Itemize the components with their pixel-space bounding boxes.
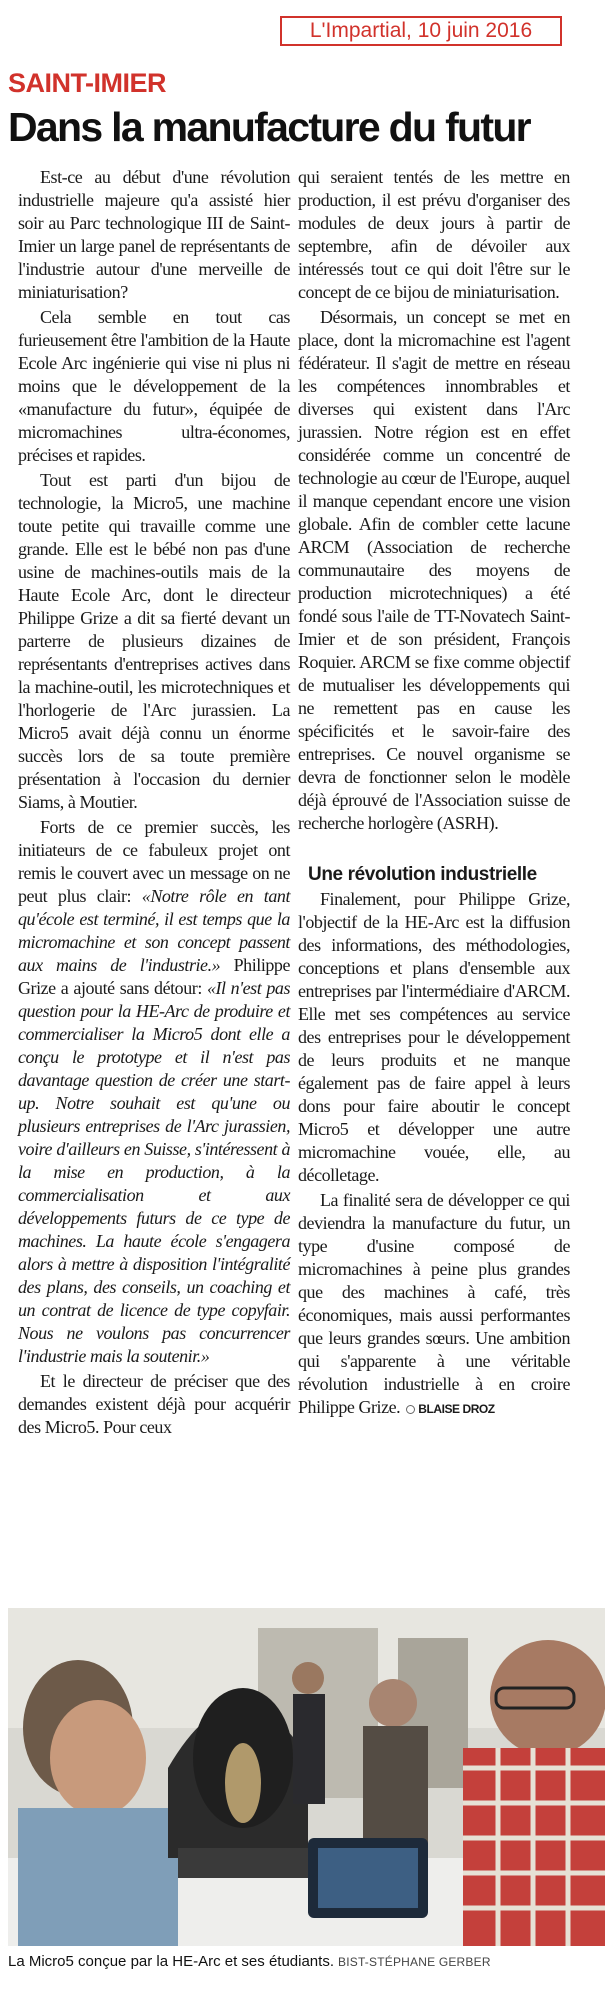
byline-author: BLAISE DROZ	[418, 1402, 495, 1416]
article-photo	[8, 1608, 605, 1946]
photo-illustration	[8, 1608, 605, 1946]
text-run: Philippe Grize a ajouté sans détour:	[18, 955, 291, 998]
paragraph: Désormais, un concept se met en place, dont la micromachine est l'agent fédérateur. Il s'agit de mettre en réseau les compétences innombrables et diverses qui existent dans l'Arc jurassien. Notre région est en effet considérée comme un concentré de technologie au cœur de l'Europe, auquel il manque cependant encore une vision globale. Afin de combler cette lacune ARCM (Association de recherche communautaire des moyens de production microtechniques) a été fondé sous l'aile de TT-Novatech Saint-Imier et de son président, François Roquier. ARCM se fixe comme objectif de mutualiser les développements qui ne remettent pas en cause les spécificités et le savoir-faire des entreprises. Ce nouvel organisme se devra de fonctionner selon le modèle déjà éprouvé de l'Association suisse de recherche horlogère (ASRH).	[298, 307, 570, 833]
paragraph: qui seraient tentés de les mettre en production, il est prévu d'organiser des modules de deux jours à partir de septembre, afin de dévoiler aux intéressés tout ce qui doit l'être sur le concept de ce bijou de miniaturisation.	[298, 167, 570, 302]
byline	[404, 1402, 494, 1416]
left-column	[18, 166, 290, 1441]
paragraph: Finalement, pour Philippe Grize, l'objectif de la HE-Arc est la diffusion des informations, des méthodologies, conceptions et plans d'ensemble aux entreprises par l'intermédiaire d'ARCM. Elle met ses compétences au service des entreprises pour le développement de leurs produits et ne manque également pas de faire appel à leurs dons pour faire aboutir le concept Micro5 et développer une autre micromachine vouée, elle, au décolletage.	[298, 889, 570, 1185]
quote: «Il n'est pas question pour la HE-Arc de produire et commercialiser la Micro5 dont elle a conçu le prototype et il n'est pas davantage question de créer une start-up. Notre souhait est qu'une ou plusieurs entreprises de l'Arc jurassien, voire d'ailleurs en Suisse, s'intéressent à la mise en production, à la commercialisation et aux développements futurs de ce type de machines. La haute école s'engagera alors à mettre à disposition l'intégralité des plans, des conseils, un coaching et un contrat de licence de type copyfair. Nous ne voulons pas concurrencer l'industrie mais la soutenir.»	[18, 978, 290, 1366]
source-box: L'Impartial, 10 juin 2016	[280, 16, 562, 46]
paragraph	[18, 816, 290, 1368]
quote: «Notre rôle en tant qu'école est terminé, il est temps que la micromachine et son concept passent aux mains de l'industrie.»	[18, 886, 290, 975]
byline-dot-icon	[406, 1405, 415, 1414]
subheading: Une révolution industrielle	[308, 864, 537, 885]
text-run: Forts de ce premier succès, les initiateurs de ce fabuleux projet ont remis le couvert avec un message on ne peut plus clair:	[18, 817, 290, 906]
kicker: SAINT-IMIER	[8, 68, 167, 98]
paragraph: Et le directeur de préciser que des demandes existent déjà pour acquérir des Micro5. Pour ceux	[18, 1371, 290, 1437]
paragraph	[298, 1189, 570, 1421]
paragraph: Cela semble en tout cas furieusement être l'ambition de la Haute Ecole Arc ingénierie qui vise ni plus ni moins que le développement de la «manufacture du futur», équipée de micromachines ultra-économes, précises et rapides.	[18, 307, 290, 465]
headline: Dans la manufacture du futur	[8, 104, 530, 150]
caption-text: La Micro5 conçue par la HE-Arc et ses étudiants.	[8, 1953, 334, 1970]
paragraph: Tout est parti d'un bijou de technologie, la Micro5, une machine toute petite qui travaille comme une grande. Elle est le bébé non pas d'une usine de machines-outils mais de la Haute Ecole Arc, dont le directeur Philippe Grize a dit sa fierté devant un parterre de plusieurs dizaines de représentants d'entreprises actives dans la machine-outil, les microtechniques et l'horlogerie de l'Arc jurassien. La Micro5 avait déjà connu un énorme succès lors de sa toute première présentation à l'occasion du dernier Siams, à Moutier.	[18, 470, 290, 812]
right-column	[298, 166, 570, 1423]
text-run: La finalité sera de développer ce qui deviendra la manufacture du futur, un type d'usine composé de micromachines à peine plus grandes que des machines à café, très économiques, mais aussi performantes que leurs grandes sœurs. Une ambition qui s'apparente à une véritable révolution industrielle à en croire Philippe Grize.	[298, 1190, 570, 1417]
photo-credit: BIST-STÉPHANE GERBER	[338, 1955, 491, 1969]
photo-caption	[8, 1953, 605, 1970]
paragraph: Est-ce au début d'une révolution industrielle majeure qu'a assisté hier soir au Parc technologique III de Saint-Imier un large panel de représentants de l'industrie autour d'une merveille de miniaturisation?	[18, 167, 290, 302]
